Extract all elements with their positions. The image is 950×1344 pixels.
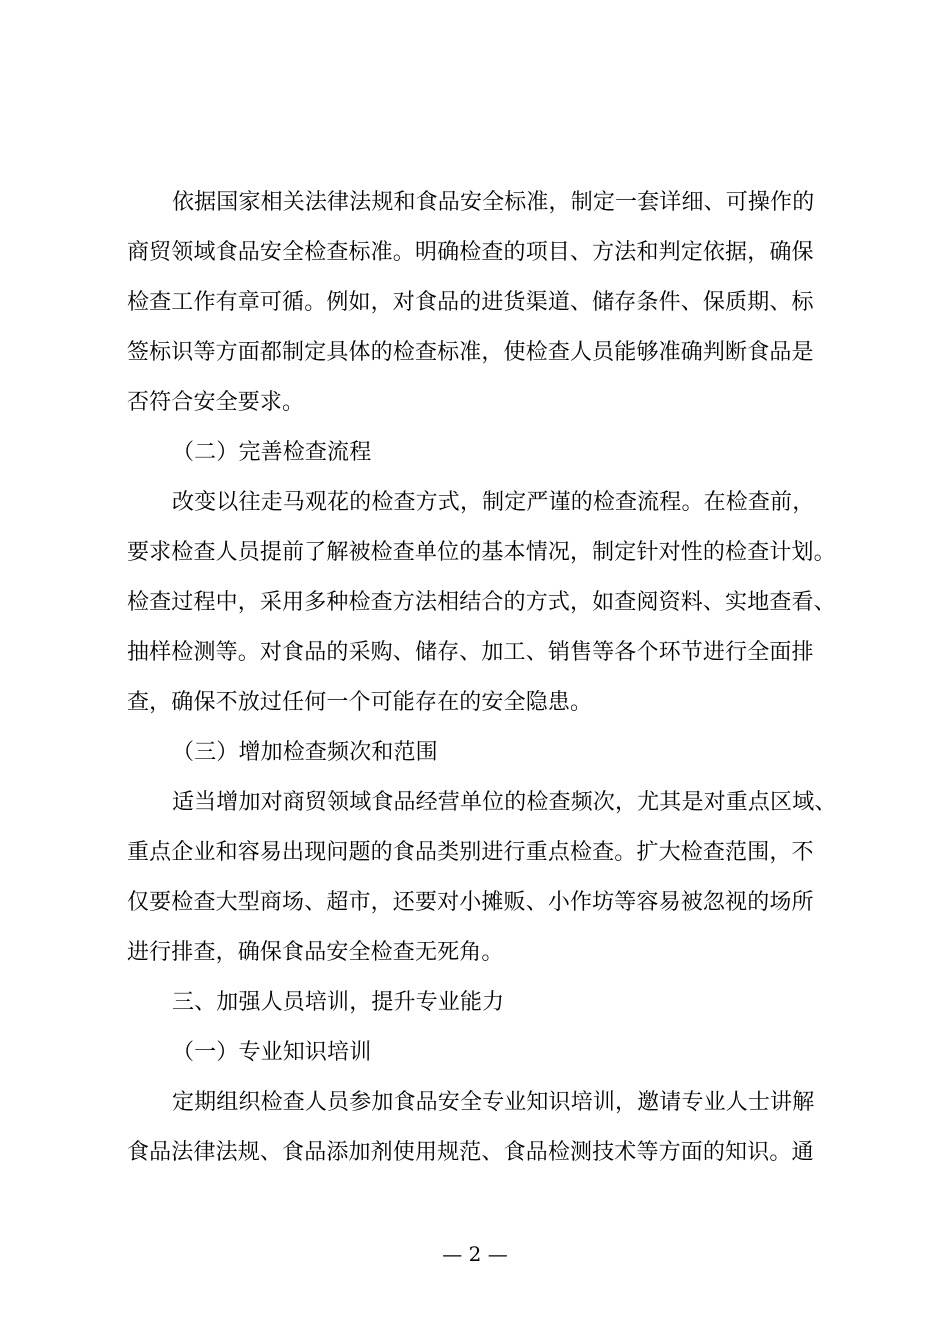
paragraph-line: 检查过程中，采用多种检查方法相结合的方式，如查阅资料、实地查看、: [127, 590, 836, 615]
section-heading: （二）完善检查流程: [172, 440, 372, 465]
paragraph-line: 检查工作有章可循。例如，对食品的进货渠道、储存条件、保质期、标: [127, 290, 814, 315]
paragraph-line: 重点企业和容易出现问题的食品类别进行重点检查。扩大检查范围，不: [127, 840, 814, 865]
paragraph-line: 否符合安全要求。: [127, 390, 305, 415]
paragraph-line: 要求检查人员提前了解被检查单位的基本情况，制定针对性的检查计划。: [127, 540, 836, 565]
chapter-heading: 三、加强人员培训，提升专业能力: [172, 990, 505, 1015]
paragraph-line: 改变以往走马观花的检查方式，制定严谨的检查流程。在检查前，: [172, 490, 815, 515]
page-number: — 2 —: [442, 1242, 508, 1266]
paragraph-line: 食品法律法规、食品添加剂使用规范、食品检测技术等方面的知识。通: [127, 1140, 814, 1165]
paragraph-line: 依据国家相关法律法规和食品安全标准，制定一套详细、可操作的: [172, 190, 815, 215]
paragraph-line: 适当增加对商贸领域食品经营单位的检查频次，尤其是对重点区域、: [172, 790, 837, 815]
paragraph-line: 签标识等方面都制定具体的检查标准，使检查人员能够准确判断食品是: [127, 340, 814, 365]
paragraph-line: 进行排查，确保食品安全检查无死角。: [127, 940, 504, 965]
section-heading: （三）增加检查频次和范围: [172, 740, 438, 765]
paragraph-line: 查，确保不放过任何一个可能存在的安全隐患。: [127, 690, 593, 715]
paragraph-line: 抽样检测等。对食品的采购、储存、加工、销售等各个环节进行全面排: [127, 640, 814, 665]
section-heading: （一）专业知识培训: [172, 1040, 372, 1065]
paragraph-line: 仅要检查大型商场、超市，还要对小摊贩、小作坊等容易被忽视的场所: [127, 890, 814, 915]
paragraph-line: 定期组织检查人员参加食品安全专业知识培训，邀请专业人士讲解: [172, 1090, 815, 1115]
paragraph-line: 商贸领域食品安全检查标准。明确检查的项目、方法和判定依据，确保: [127, 240, 814, 265]
